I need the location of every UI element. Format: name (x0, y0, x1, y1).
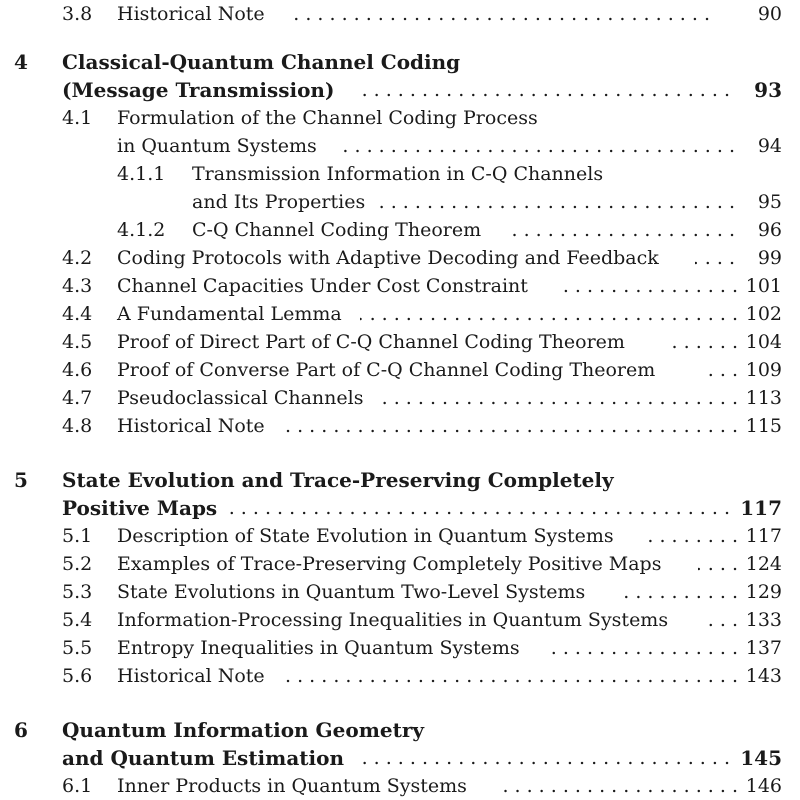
chapter-title-continued: (Message Transmission) (62, 78, 335, 102)
chapter-title-continued: Positive Maps (62, 496, 218, 520)
page-number: 133 (745, 609, 782, 631)
chapter-row (0, 466, 800, 494)
page-number: 117 (745, 525, 782, 547)
section-title: Pseudoclassical Channels (117, 387, 364, 409)
dot-leader (500, 772, 738, 800)
dot-leader (225, 494, 730, 522)
chapter-number: 4 (14, 50, 28, 74)
section-number: 4.7 (62, 387, 93, 409)
page-number: 143 (745, 665, 782, 687)
section-title: Proof of Direct Part of C-Q Channel Coding Theorem (117, 331, 625, 353)
dot-leader (648, 522, 738, 550)
section-title: Channel Capacities Under Cost Constraint (117, 275, 528, 297)
page-number: 93 (754, 78, 782, 102)
toc-row (0, 384, 800, 412)
section-number: 4.4 (62, 303, 93, 325)
section-number: 4.2 (62, 247, 93, 269)
section-title: Historical Note (117, 3, 265, 25)
subsection-title-continued: and Its Properties (192, 191, 366, 213)
toc-row (0, 634, 800, 662)
page-number: 115 (745, 415, 782, 437)
dot-leader (380, 188, 735, 216)
chapter-row (0, 48, 800, 76)
toc-row (0, 772, 800, 800)
page-number: 137 (745, 637, 782, 659)
page-number: 104 (745, 331, 782, 353)
dot-leader (672, 328, 738, 356)
toc-row (0, 104, 800, 132)
chapter-title: Classical-Quantum Channel Coding (62, 50, 461, 74)
toc-row (0, 216, 800, 244)
chapter-number: 6 (14, 718, 28, 742)
page-number: 129 (745, 581, 782, 603)
section-title: Entropy Inequalities in Quantum Systems (117, 637, 520, 659)
page-number: 109 (745, 359, 782, 381)
dot-leader (285, 662, 738, 690)
section-number: 4.1 (62, 107, 93, 129)
subsection-title: Transmission Information in C-Q Channels (192, 163, 604, 185)
toc-row (0, 272, 800, 300)
toc-row (0, 550, 800, 578)
subsection-number: 4.1.1 (117, 163, 166, 185)
page-number: 95 (757, 191, 782, 213)
section-title: Information-Processing Inequalities in Quantum Systems (117, 609, 669, 631)
page-number: 124 (745, 553, 782, 575)
dot-leader (700, 356, 738, 384)
section-number: 4.6 (62, 359, 93, 381)
dot-leader (285, 412, 738, 440)
page-number: 102 (745, 303, 782, 325)
page-number: 145 (740, 746, 782, 770)
toc-row (0, 300, 800, 328)
dot-leader (340, 132, 735, 160)
toc-row (0, 412, 800, 440)
toc-row (0, 328, 800, 356)
section-title: Historical Note (117, 665, 265, 687)
section-title: Coding Protocols with Adaptive Decoding and Feedback (117, 247, 659, 269)
dot-leader (505, 216, 735, 244)
chapter-row-continued (0, 744, 800, 772)
chapter-row (0, 716, 800, 744)
section-number: 5.1 (62, 525, 93, 547)
page-number: 113 (745, 387, 782, 409)
page-number: 117 (740, 496, 782, 520)
chapter-row-continued (0, 76, 800, 104)
toc-row (0, 160, 800, 188)
subsection-title: C-Q Channel Coding Theorem (192, 219, 482, 241)
dot-leader (695, 244, 735, 272)
section-title-continued: in Quantum Systems (117, 135, 317, 157)
chapter-title: Quantum Information Geometry (62, 718, 424, 742)
dot-leader (360, 300, 738, 328)
page-number: 101 (745, 275, 782, 297)
dot-leader (360, 76, 730, 104)
dot-leader (545, 634, 738, 662)
section-title: A Fundamental Lemma (117, 303, 342, 325)
chapter-title-continued: and Quantum Estimation (62, 746, 344, 770)
dot-leader (698, 550, 738, 578)
dot-leader (290, 0, 710, 28)
toc-row-continued (0, 188, 800, 216)
dot-leader (556, 272, 738, 300)
section-title: State Evolutions in Quantum Two-Level Systems (117, 581, 586, 603)
section-number: 5.4 (62, 609, 93, 631)
section-number: 5.3 (62, 581, 93, 603)
dot-leader (360, 744, 730, 772)
page-number: 99 (757, 247, 782, 269)
chapter-number: 5 (14, 468, 28, 492)
section-number: 4.8 (62, 415, 93, 437)
page-number: 96 (757, 219, 782, 241)
toc-row (0, 0, 800, 28)
page-number: 90 (757, 3, 782, 25)
toc-row-continued (0, 132, 800, 160)
toc-row (0, 578, 800, 606)
toc-row (0, 244, 800, 272)
section-title: Formulation of the Channel Coding Process (117, 107, 538, 129)
section-number: 5.2 (62, 553, 93, 575)
toc-row (0, 606, 800, 634)
section-number: 3.8 (62, 3, 93, 25)
dot-leader (622, 578, 738, 606)
section-number: 5.5 (62, 637, 93, 659)
dot-leader (380, 384, 738, 412)
section-number: 6.1 (62, 775, 93, 797)
page-number: 94 (757, 135, 782, 157)
toc-row (0, 522, 800, 550)
toc-row (0, 662, 800, 690)
section-number: 4.3 (62, 275, 93, 297)
toc-row (0, 356, 800, 384)
section-number: 5.6 (62, 665, 93, 687)
chapter-title: State Evolution and Trace-Preserving Completely (62, 468, 614, 492)
dot-leader (702, 606, 738, 634)
subsection-number: 4.1.2 (117, 219, 166, 241)
section-number: 4.5 (62, 331, 93, 353)
section-title: Inner Products in Quantum Systems (117, 775, 467, 797)
section-title: Examples of Trace-Preserving Completely Positive Maps (117, 553, 662, 575)
page-number: 146 (745, 775, 782, 797)
section-title: Proof of Converse Part of C-Q Channel Coding Theorem (117, 359, 656, 381)
chapter-row-continued (0, 494, 800, 522)
section-title: Historical Note (117, 415, 265, 437)
section-title: Description of State Evolution in Quantum Systems (117, 525, 614, 547)
